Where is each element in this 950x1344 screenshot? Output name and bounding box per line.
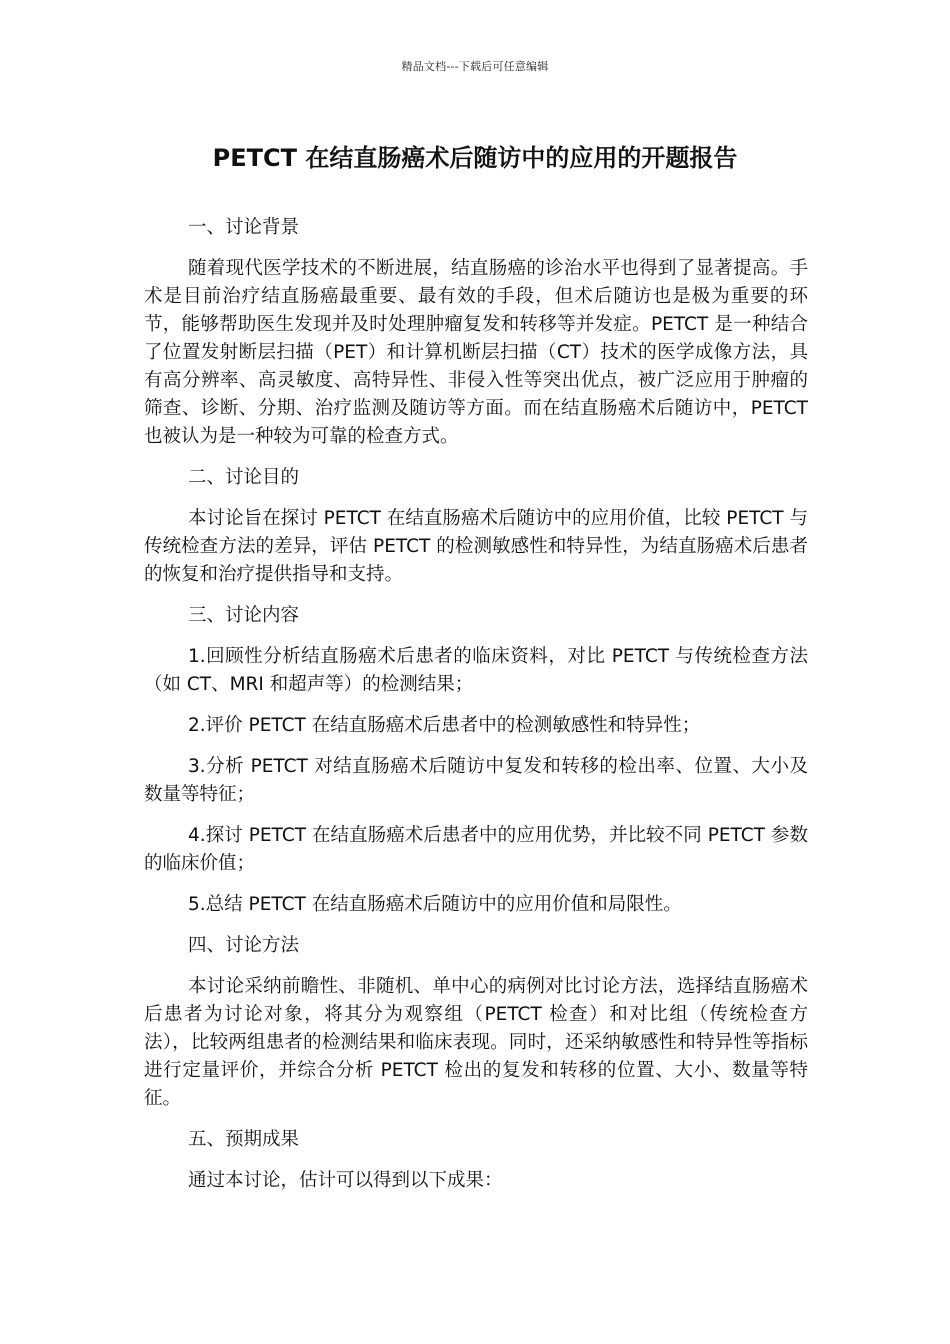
section-heading-content: 三、讨论内容 bbox=[188, 605, 300, 626]
content-item-3: 3.分析 PETCT 对结直肠癌术后随访中复发和转移的检出率、位置、大小及数量等特征； bbox=[144, 756, 808, 805]
section-heading-purpose: 二、讨论目的 bbox=[188, 467, 300, 488]
section-heading-results: 五、预期成果 bbox=[188, 1129, 300, 1150]
paragraph-method: 本讨论采纳前瞻性、非随机、单中心的病例对比讨论方法，选择结直肠癌术后患者为讨论对象，将其分为观察组（PETCT 检查）和对比组（传统检查方法），比较两组患者的检测结果和临床表现。同时，还采纳敏感性和特异性等指标进行定量评价，并综合分析 PETCT 检出的复发和转移的位置、大小、数量等特征。 bbox=[144, 976, 808, 1109]
paragraph-results: 通过本讨论，估计可以得到以下成果： bbox=[188, 1170, 503, 1191]
section-heading-background: 一、讨论背景 bbox=[188, 217, 300, 238]
paragraph-background: 随着现代医学技术的不断进展，结直肠癌的诊治水平也得到了显著提高。手术是目前治疗结直肠癌最重要、最有效的手段，但术后随访也是极为重要的环节，能够帮助医生发现并及时处理肿瘤复发和转移等并发症。PETCT 是一种结合了位置发射断层扫描（PET）和计算机断层扫描（CT）技术的医学成像方法，具有高分辨率、高灵敏度、高特异性、非侵入性等突出优点，被广泛应用于肿瘤的筛查、诊断、分期、治疗监测及随访等方面。而在结直肠癌术后随访中，PETCT 也被认为是一种较为可靠的检查方式。 bbox=[144, 258, 808, 447]
content-item-4: 4.探讨 PETCT 在结直肠癌术后患者中的应用优势，并比较不同 PETCT 参数的临床价值； bbox=[144, 825, 808, 874]
document-title: PETCT 在结直肠癌术后随访中的应用的开题报告 bbox=[212, 144, 738, 172]
section-heading-method: 四、讨论方法 bbox=[188, 935, 300, 956]
paragraph-purpose: 本讨论旨在探讨 PETCT 在结直肠癌术后随访中的应用价值，比较 PETCT 与传统检查方法的差异，评估 PETCT 的检测敏感性和特异性，为结直肠癌术后患者的恢复和治疗提供指导和支持。 bbox=[144, 508, 808, 585]
document-body bbox=[144, 214, 808, 1208]
page-header: 精品文档---下载后可任意编辑 bbox=[401, 60, 549, 73]
content-item-5: 5.总结 PETCT 在结直肠癌术后随访中的应用价值和局限性。 bbox=[188, 894, 682, 915]
content-item-1: 1.回顾性分析结直肠癌术后患者的临床资料，对比 PETCT 与传统检查方法（如 CT、MRI 和超声等）的检测结果； bbox=[144, 646, 808, 695]
content-item-2: 2.评价 PETCT 在结直肠癌术后患者中的检测敏感性和特异性； bbox=[188, 715, 701, 736]
